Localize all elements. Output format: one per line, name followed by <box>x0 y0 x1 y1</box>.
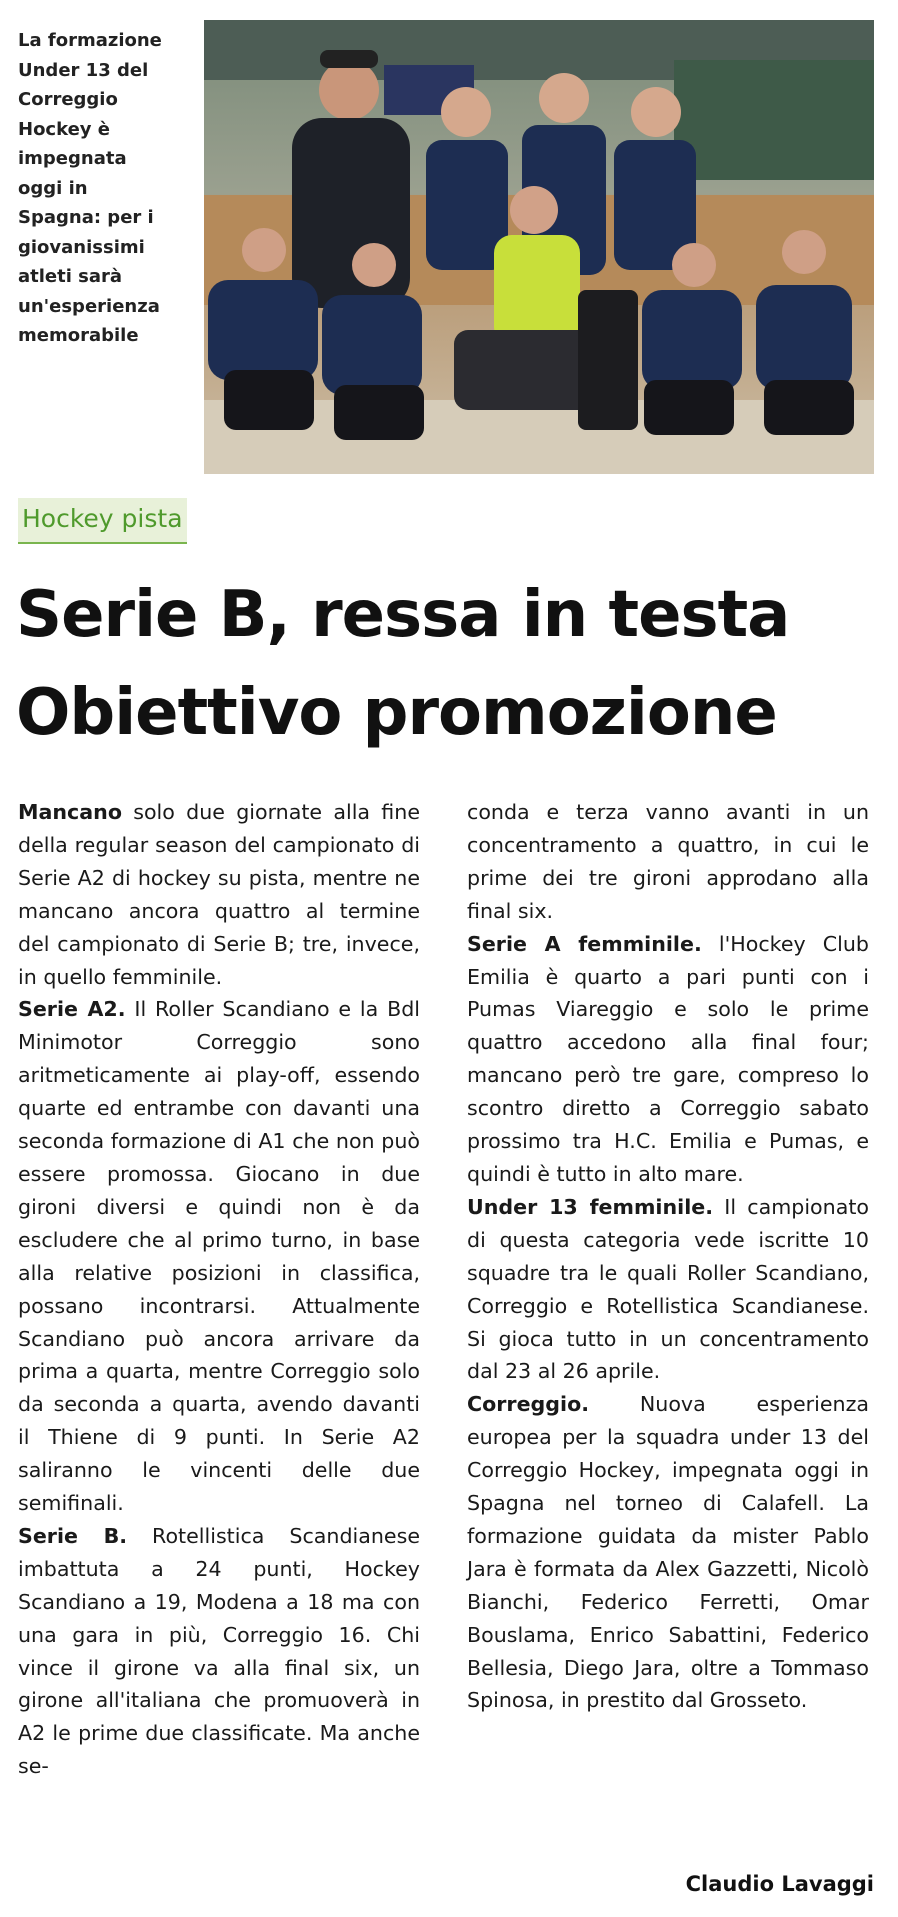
paragraph <box>467 928 869 1191</box>
article-column-left <box>18 796 420 1783</box>
paragraph <box>467 1388 869 1717</box>
paragraph-text: Nuova esperienza europea per la squadra under 13 del Correggio Hockey, impegnata oggi in Spagna nel torneo di Calafell. La formazione guidata da mister Pablo Jara è formata da Alex Gazzetti, Nicolò Bianchi, Federico Ferretti, Omar Bouslama, Enrico Sabattini, Federico Bellesia, Diego Jara, oltre a Tommaso Spinosa, in prestito dal Grosseto. <box>467 1392 869 1713</box>
team-photo <box>204 20 874 474</box>
paragraph-text: Rotellistica Scandianese imbattuta a 24 punti, Hockey Scandiano a 19, Modena a 18 ma con una gara in più, Correggio 16. Chi vince il girone va alla final six, un girone all'italiana che promuoverà in A2 le prime due classificate. Ma anche se- <box>18 1523 420 1779</box>
paragraph-text: l'Hockey Club Emilia è quarto a pari punti con i Pumas Viareggio e solo le prime quattro accedono alla final four; mancano però tre gare, compreso lo scontro diretto a Correggio sabato prossimo tra H.C. Emilia e Pumas, e quindi è tutto in alto mare. <box>467 931 869 1186</box>
paragraph-text: solo due giornate alla fine della regular season del campionato di Serie A2 di hockey su pista, mentre ne mancano ancora quattro al termine del campionato di Serie B; tre, invece, in quello femminile. <box>18 800 420 989</box>
headline-line-1: Serie B, ressa in testa <box>16 578 790 652</box>
paragraph <box>467 796 869 928</box>
paragraph <box>467 1191 869 1388</box>
paragraph-lead: Under 13 femminile. <box>467 1194 714 1219</box>
headline-line-2: Obiettivo promozione <box>16 676 777 750</box>
paragraph-text: conda e terza vanno avanti in un concentramento a quattro, in cui le prime dei tre gironi approdano alla final six. <box>467 800 869 923</box>
paragraph-text: Il campionato di questa categoria vede iscritte 10 squadre tra le quali Roller Scandiano, Correggio e Rotellistica Scandianese. Si gioca tutto in un concentramento dal 23 al 26 aprile. <box>467 1194 869 1384</box>
paragraph-lead: Mancano <box>18 800 122 824</box>
paragraph-text: Il Roller Scandiano e la Bdl Minimotor Correggio sono aritmeticamente ai play-off, essendo quarte ed entrambe con davanti una seconda formazione di A1 che non può essere promossa. Giocano in due gironi diversi e quindi non è da escludere che al primo turno, in base alla relative posizioni in classifica, possano incontrarsi. Attualmente Scandiano può ancora arrivare da prima a quarta, mentre Correggio solo da seconda a quarta, avendo davanti il Thiene di 9 punti. In Serie A2 saliranno le vincenti delle due semifinali. <box>18 997 421 1516</box>
photo-caption: La formazione Under 13 del Correggio Hockey è impegnata oggi in Spagna: per i giovanissimi atleti sarà un'esperienza memorabile <box>18 30 162 346</box>
paragraph-lead: Serie B. <box>18 1523 128 1548</box>
paragraph <box>18 993 420 1520</box>
section-label: Hockey pista <box>18 498 187 544</box>
author-byline: Claudio Lavaggi <box>685 1872 874 1896</box>
paragraph-lead: Serie A femminile. <box>467 931 702 956</box>
paragraph <box>18 796 420 993</box>
article-column-right <box>467 796 869 1717</box>
paragraph-lead: Correggio. <box>467 1392 590 1417</box>
paragraph <box>18 1520 420 1783</box>
paragraph-lead: Serie A2. <box>18 997 126 1022</box>
